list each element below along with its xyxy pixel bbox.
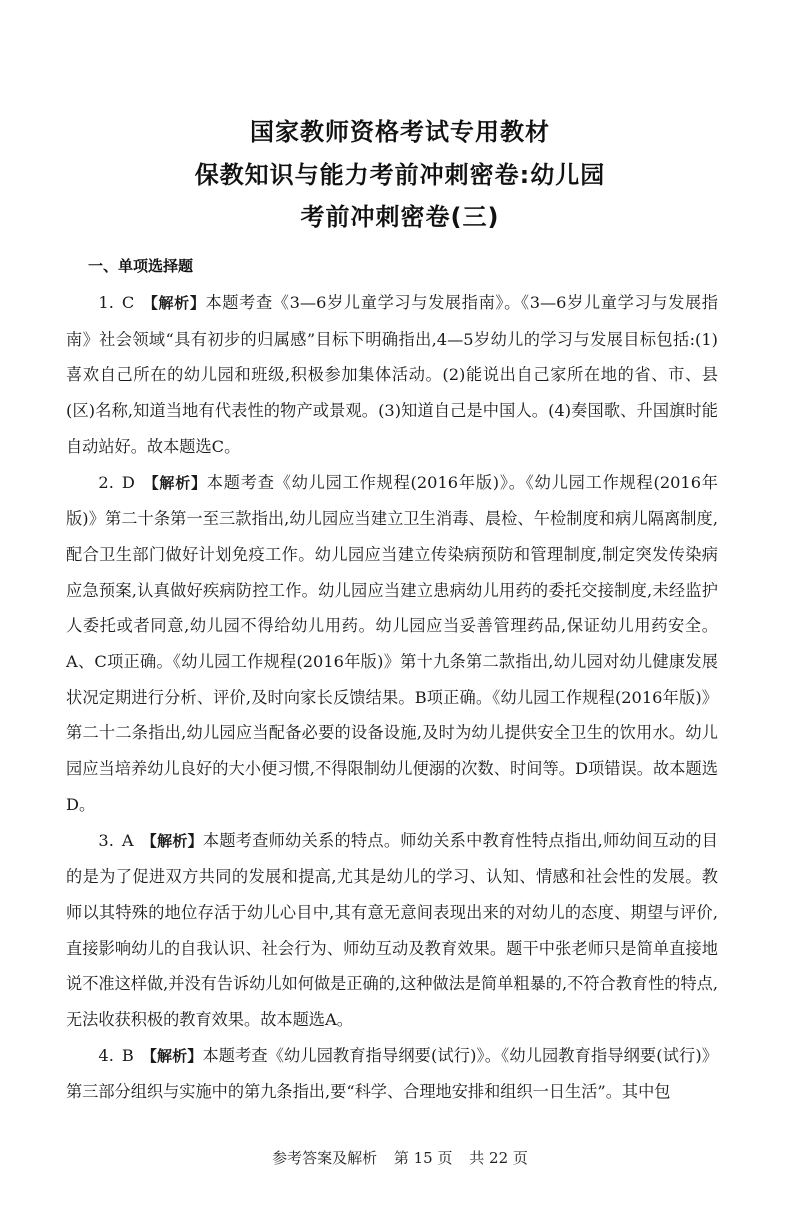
question-explanation: 本题考查《幼儿园教育指导纲要(试行)》。《幼儿园教育指导纲要(试行)》第三部分组织与实施中的第九条指出,要“科学、合理地安排和组织一日生活”。其中包 (66, 1045, 718, 1102)
question-explanation: 本题考查师幼关系的特点。师幼关系中教育性特点指出,师幼间互动的目的是为了促进双方共同的发展和提高,尤其是幼儿的学习、认知、情感和社会性的发展。教师以其特殊的地位存活于幼儿心目中,其有意无意间表现出来的对幼儿的态度、期望与评价,直接影响幼儿的自我认识、社会行为、师幼互动及教育效果。题干中张老师只是简单直接地说不准这样做,并没有告诉幼儿如何做是正确的,这种做法是简单粗暴的,不符合教育性的特点,无法收获积极的教育效果。故本题选A。 (66, 830, 718, 1030)
section-heading: 一、单项选择题 (88, 257, 194, 275)
answer-letter: D (121, 472, 135, 492)
book-title: 保教知识与能力考前冲刺密卷:幼儿园 (194, 161, 606, 189)
answer-letter: B (121, 1045, 134, 1065)
series-title: 国家教师资格考试专用教材 (250, 118, 550, 146)
paper-title: 考前冲刺密卷(三) (300, 203, 500, 231)
page-number: 第 15 页 (393, 1149, 453, 1167)
question-item (66, 465, 718, 823)
question-number: 4. (98, 1045, 114, 1065)
question-number: 3. (98, 830, 114, 850)
question-number: 2. (98, 472, 114, 492)
question-explanation: 本题考查《幼儿园工作规程(2016年版)》。《幼儿园工作规程(2016年版)》第二十条第一至三款指出,幼儿园应当建立卫生消毒、晨检、午检制度和病儿隔离制度,配合卫生部门做好计划免疫工作。幼儿园应当建立传染病预防和管理制度,制定突发传染病应急预案,认真做好疾病防控工作。幼儿园应当建立患病幼儿用药的委托交接制度,未经监护人委托或者同意,幼儿园不得给幼儿用药。幼儿园应当妥善管理药品,保证幼儿用药安全。A、C项正确。《幼儿园工作规程(2016年版)》第十九条第二款指出,幼儿园对幼儿健康发展状况定期进行分析、评价,及时向家长反馈结果。B项正确。《幼儿园工作规程(2016年版)》第二十二条指出,幼儿园应当配备必要的设备设施,及时为幼儿提供安全卫生的饮用水。幼儿园应当培养幼儿良好的大小便习惯,不得限制幼儿便溺的次数、时间等。D项错误。故本题选D。 (66, 472, 718, 814)
analysis-tag: 【解析】 (142, 294, 206, 312)
page-footer (0, 1147, 800, 1168)
answer-list (66, 285, 718, 1110)
analysis-tag: 【解析】 (142, 473, 207, 492)
question-item (66, 1038, 718, 1110)
question-number: 1. (98, 293, 114, 312)
question-item (66, 823, 718, 1038)
answer-letter: A (121, 830, 134, 850)
total-pages: 共 22 页 (469, 1149, 528, 1167)
question-item (66, 285, 718, 465)
footer-label: 参考答案及解析 (272, 1149, 378, 1167)
question-explanation: 本题考查《3—6岁儿童学习与发展指南》。《3—6岁儿童学习与发展指南》社会领域“具有初步的归属感”目标下明确指出,4—5岁幼儿的学习与发展目标包括:(1)喜欢自己所在的幼儿园和班级,积极参加集体活动。(2)能说出自己家所在地的省、市、县(区)名称,知道当地有代表性的物产或景观。(3)知道自己是中国人。(4)奏国歌、升国旗时能自动站好。故本题选C。 (66, 293, 718, 456)
answer-letter: C (121, 293, 135, 312)
analysis-tag: 【解析】 (141, 1046, 203, 1065)
analysis-tag: 【解析】 (141, 831, 203, 850)
